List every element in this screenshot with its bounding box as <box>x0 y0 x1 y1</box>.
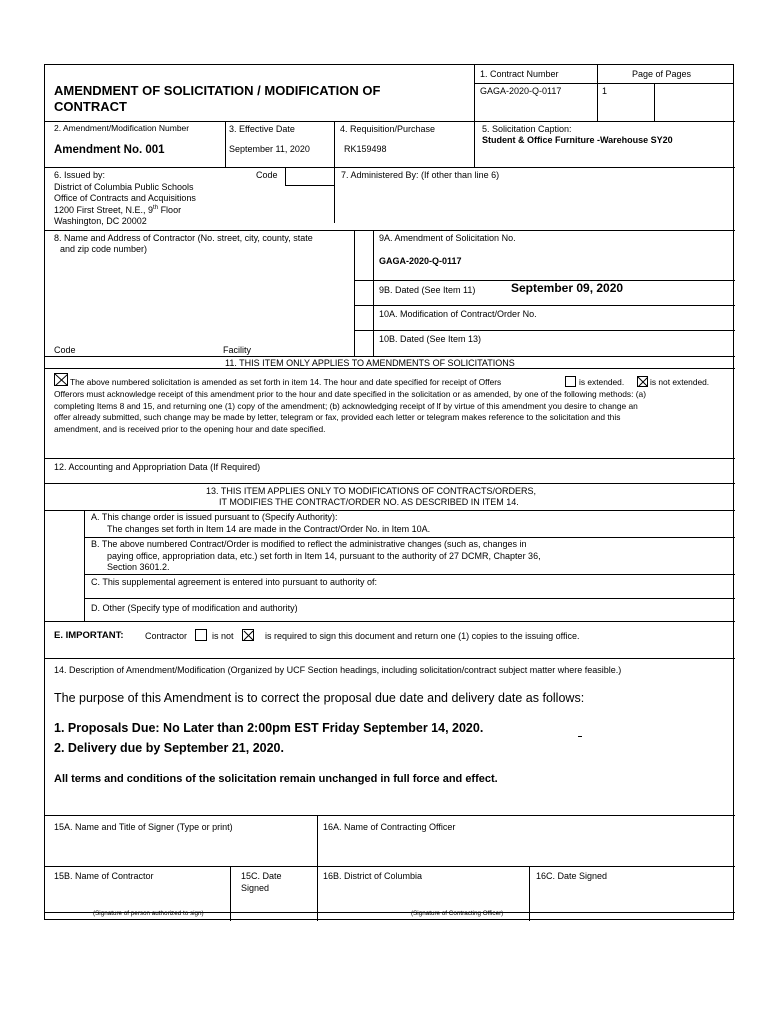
amendment-number-value: Amendment No. 001 <box>54 144 165 156</box>
contractor-label-line2: and zip code number) <box>60 244 148 254</box>
modification-10a-label: 10A. Modification of Contract/Order No. <box>379 309 537 319</box>
page-of-pages-label: Page of Pages <box>632 69 692 79</box>
date-signed-15c-line2: Signed <box>241 883 270 893</box>
item11-line3: completing Items 8 and 15, and returning one (1) copy of the amendment; (b) acknowledging receipt of lf by virtue of this amendment you desire to change an <box>54 401 638 411</box>
contractor-is-required-checkbox[interactable] <box>195 629 207 641</box>
description-item-2: 2. Delivery due by September 21, 2020. <box>54 741 284 755</box>
solicitation-amendment-value: GAGA-2020-Q-0117 <box>379 256 462 266</box>
page-number: 1 <box>602 86 608 96</box>
contractor-label-line1: 8. Name and Address of Contractor (No. street, city, county, state <box>54 233 313 243</box>
extended-checkbox[interactable] <box>565 376 576 387</box>
accounting-data-label: 12. Accounting and Appropriation Data (If Required) <box>54 462 261 472</box>
amendment-form <box>44 64 734 920</box>
issued-by-label: 6. Issued by: <box>54 170 106 180</box>
item1-period-underline <box>578 736 582 737</box>
item11-heading: 11. THIS ITEM ONLY APPLIES TO AMENDMENTS OF SOLICITATIONS <box>225 358 515 368</box>
amendment-number-label: 2. Amendment/Modification Number <box>54 123 190 133</box>
important-label: E. IMPORTANT: <box>54 630 124 641</box>
contractor-code-label: Code <box>54 345 76 355</box>
contracting-officer-label: 16A. Name of Contracting Officer <box>323 822 456 832</box>
important-is-not: is not <box>212 631 234 641</box>
amended-checkbox[interactable] <box>54 373 68 386</box>
dated-9b-label: 9B. Dated (See Item 11) <box>379 285 476 295</box>
item11-line1b: is extended. <box>579 377 625 387</box>
description-purpose: The purpose of this Amendment is to correct the proposal due date and delivery date as follows: <box>54 691 585 705</box>
item11-line2: Offerors must acknowledge receipt of this amendment prior to the hour and date specified in the solicitation or as amended, by one of the following methods: (a) <box>54 389 647 399</box>
contract-number-label: 1. Contract Number <box>480 69 559 79</box>
not-extended-checkbox[interactable] <box>637 376 648 387</box>
item13-d-line: D. Other (Specify type of modification and authority) <box>91 603 298 613</box>
form-title-line2: CONTRACT <box>54 99 127 114</box>
item13-heading-line2: IT MODIFIES THE CONTRACT/ORDER NO. AS DESCRIBED IN ITEM 14. <box>219 497 519 507</box>
item13-b-line1: B. The above numbered Contract/Order is modified to reflect the administrative changes (such as, changes in <box>91 539 527 549</box>
date-signed-16c: 16C. Date Signed <box>536 871 608 881</box>
date-signed-15c-line1: 15C. Date <box>241 871 282 881</box>
contractor-name-label: 15B. Name of Contractor <box>54 871 154 881</box>
dated-9b-value: September 09, 2020 <box>511 281 624 295</box>
item11-line1c: is not extended. <box>650 377 710 387</box>
requisition-value: RK159498 <box>344 144 387 154</box>
form-title-line1: AMENDMENT OF SOLICITATION / MODIFICATION OF <box>54 83 381 98</box>
issued-by-code-label: Code <box>256 170 278 180</box>
contractor-signature-caption: (Signature of person authorized to sign) <box>93 910 204 917</box>
description-label: 14. Description of Amendment/Modification (Organized by UCF Section headings, including solicitation/contract subject matter where feasible.) <box>54 665 622 675</box>
solicitation-caption-label: 5. Solicitation Caption: <box>482 124 572 134</box>
item11-line4: offer already submitted, such change may be made by letter, telegram or fax, provided each letter or telegram makes reference to the solicitation and this <box>54 412 621 422</box>
solicitation-caption-value: Student & Office Furniture -Warehouse SY20 <box>482 135 673 145</box>
dated-10b-label: 10B. Dated (See Item 13) <box>379 334 482 344</box>
issuer-line1: District of Columbia Public Schools <box>54 182 194 192</box>
item13-b-line3: Section 3601.2. <box>107 562 170 572</box>
effective-date-label: 3. Effective Date <box>229 124 295 134</box>
terms-statement: All terms and conditions of the solicitation remain unchanged in full force and effect. <box>54 773 498 785</box>
issuer-line2: Office of Contracts and Acquisitions <box>54 193 196 203</box>
item11-line5: amendment, and is received prior to the opening hour and date specified. <box>54 424 326 434</box>
item11-line1a: The above numbered solicitation is amended as set forth in item 14. The hour and date specified for receipt of Offers <box>70 377 502 387</box>
facility-label: Facility <box>223 345 252 355</box>
item13-b-line2: paying office, appropriation data, etc.) set forth in Item 14, pursuant to the authority of 27 DCMR, Chapter 36, <box>107 551 541 561</box>
district-label-16b: 16B. District of Columbia <box>323 871 423 881</box>
item13-heading-line1: 13. THIS ITEM APPLIES ONLY TO MODIFICATIONS OF CONTRACTS/ORDERS, <box>206 486 537 496</box>
solicitation-amendment-label: 9A. Amendment of Solicitation No. <box>379 233 516 243</box>
issuer-line4: Washington, DC 20002 <box>54 216 147 226</box>
important-contractor: Contractor <box>145 631 188 641</box>
description-item-1: 1. Proposals Due: No Later than 2:00pm EST Friday September 14, 2020. <box>54 721 484 735</box>
administered-by-label: 7. Administered By: (If other than line 6) <box>341 170 500 180</box>
contract-number-value: GAGA-2020-Q-0117 <box>480 86 562 96</box>
item13-c-line: C. This supplemental agreement is entered into pursuant to authority of: <box>91 577 377 587</box>
requisition-label: 4. Requisition/Purchase <box>340 124 436 134</box>
contractor-is-not-checkbox[interactable] <box>242 629 254 641</box>
officer-signature-caption: (Signature of Contracting Officer) <box>411 910 504 917</box>
important-rest: is required to sign this document and return one (1) copies to the issuing office. <box>265 631 580 641</box>
issuer-line3: 1200 First Street, N.E., 9th Floor <box>54 205 182 215</box>
effective-date-value: September 11, 2020 <box>229 144 310 154</box>
signer-name-label: 15A. Name and Title of Signer (Type or print) <box>54 822 233 832</box>
item13-a-line2: The changes set forth in Item 14 are made in the Contract/Order No. in Item 10A. <box>107 524 431 534</box>
item13-a-line1: A. This change order is issued pursuant to (Specify Authority): <box>91 512 338 522</box>
